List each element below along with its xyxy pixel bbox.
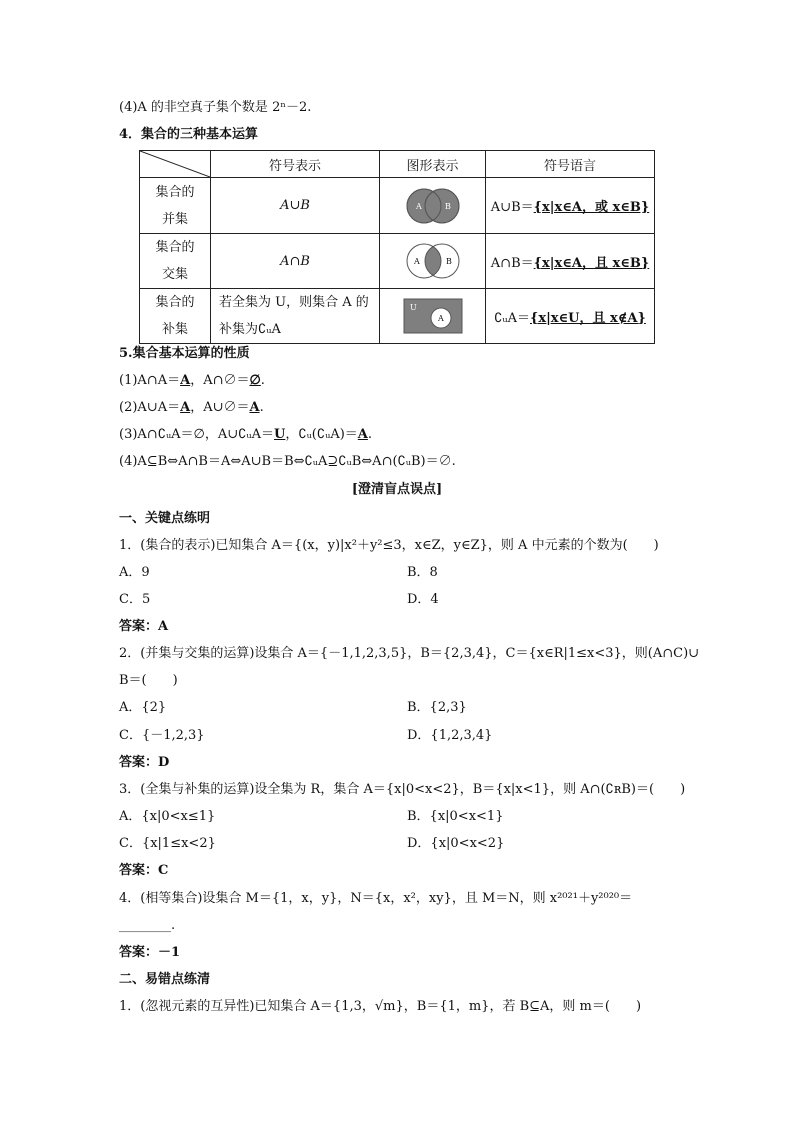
q1-option-a: A．9 [119,565,150,580]
question-3: 3．(全集与补集的运算)设全集为 R，集合 A＝{x|0<x<2}，B＝{x|x<1}，则 A∩(∁ʀB)＝( ) [119,782,686,797]
table-corner-cell [140,151,211,178]
property-3: (3)A∩∁ᵤA＝∅，A∪∁ᵤA＝U，∁ᵤ(∁ᵤA)＝A. [119,427,373,442]
venn-union-icon [400,186,466,226]
row-intersection-figure [380,234,486,289]
q2-option-d: D．{1,2,3,4} [407,728,493,743]
property-1: (1)A∩A＝A，A∩∅＝∅. [119,373,265,388]
row-union-symbol: A∪B [211,178,380,234]
question-1: 1．(集合的表示)已知集合 A＝{(x，y)|x²＋y²≤3，x∈Z，y∈Z}，则 A 中元素的个数为( ) [119,538,659,553]
q2-option-c: C．{－1,2,3} [119,728,205,743]
set-operations-table [139,150,655,344]
q2-option-a: A．{2} [119,700,167,715]
venn-intersection-icon [400,241,466,281]
question-2-line1: 2．(并集与交集的运算)设集合 A＝{－1,1,2,3,5}，B＝{2,3,4}，C＝{x∈R|1≤x<3}，则(A∩C)∪ [119,646,700,661]
answer-1: 答案：A [119,619,169,634]
row-intersection-language: A∩B＝{x|x∈A，且 x∈B} [486,234,655,289]
header-language: 符号语言 [486,151,655,178]
section-4-heading: 4．集合的三种基本运算 [119,127,259,142]
row-intersection-symbol: A∩B [211,234,380,289]
svg-text:A: A [437,314,444,323]
q1-option-c: C．5 [119,592,151,607]
question-4-line1: 4．(相等集合)设集合 M＝{1，x，y}，N＝{x，x²，xy}，且 M＝N，则 x²⁰²¹＋y²⁰²⁰＝ [119,891,633,906]
row-intersection-name: 集合的 交集 [140,234,211,289]
line-subset-count: (4)A 的非空真子集个数是 2ⁿ－2. [119,100,312,115]
q3-option-c: C．{x|1≤x<2} [119,836,216,851]
q3-option-b: B．{x|0<x<1} [407,809,504,824]
property-2: (2)A∪A＝A，A∪∅＝A. [119,400,264,415]
header-symbol: 符号表示 [211,151,380,178]
answer-4: 答案：－1 [119,945,181,960]
q1-option-d: D．4 [407,592,439,607]
venn-complement-icon [403,298,463,334]
section-5-heading: 5.集合基本运算的性质 [119,346,250,361]
svg-text:B: B [444,201,451,211]
row-complement-symbol: 若全集为 U，则集合 A 的 补集为∁ᵤA [211,289,380,344]
part-b-heading: 二、易错点练清 [119,972,211,987]
answer-2: 答案：D [119,755,170,770]
q1-option-b: B．8 [407,565,438,580]
question-2-line2: B＝( ) [119,673,178,688]
row-complement-figure [380,289,486,344]
row-complement-language: ∁ᵤA＝{x|x∈U，且 x∉A} [486,289,655,344]
svg-text:A: A [415,201,422,211]
property-4: (4)A⊆B⇔A∩B＝A⇔A∪B＝B⇔∁ᵤA⊇∁ᵤB⇔A∩(∁ᵤB)＝∅. [119,454,456,469]
svg-text:A: A [413,257,420,266]
row-union [140,178,655,234]
q2-option-b: B．{2,3} [407,700,467,715]
question-4-line2: ________. [119,918,176,933]
row-union-figure [380,178,486,234]
part-a-heading: 一、关键点练明 [119,511,211,526]
row-union-language: A∪B＝{x|x∈A，或 x∈B} [486,178,655,234]
svg-text:U: U [409,303,417,312]
row-union-name: 集合的 并集 [140,178,211,234]
section-title: [澄清盲点误点] [351,482,443,497]
answer-3: 答案：C [119,863,169,878]
diagonal-line [140,151,210,177]
row-complement [140,289,655,344]
row-complement-name: 集合的 补集 [140,289,211,344]
header-figure: 图形表示 [380,151,486,178]
q3-option-d: D．{x|0<x<2} [407,836,505,851]
q3-option-a: A．{x|0<x≤1} [119,809,216,824]
svg-text:B: B [445,257,452,266]
question-5: 1．(忽视元素的互异性)已知集合 A＝{1,3，√m}，B＝{1，m}，若 B⊆A，则 m＝( ) [119,999,642,1014]
row-intersection [140,234,655,289]
